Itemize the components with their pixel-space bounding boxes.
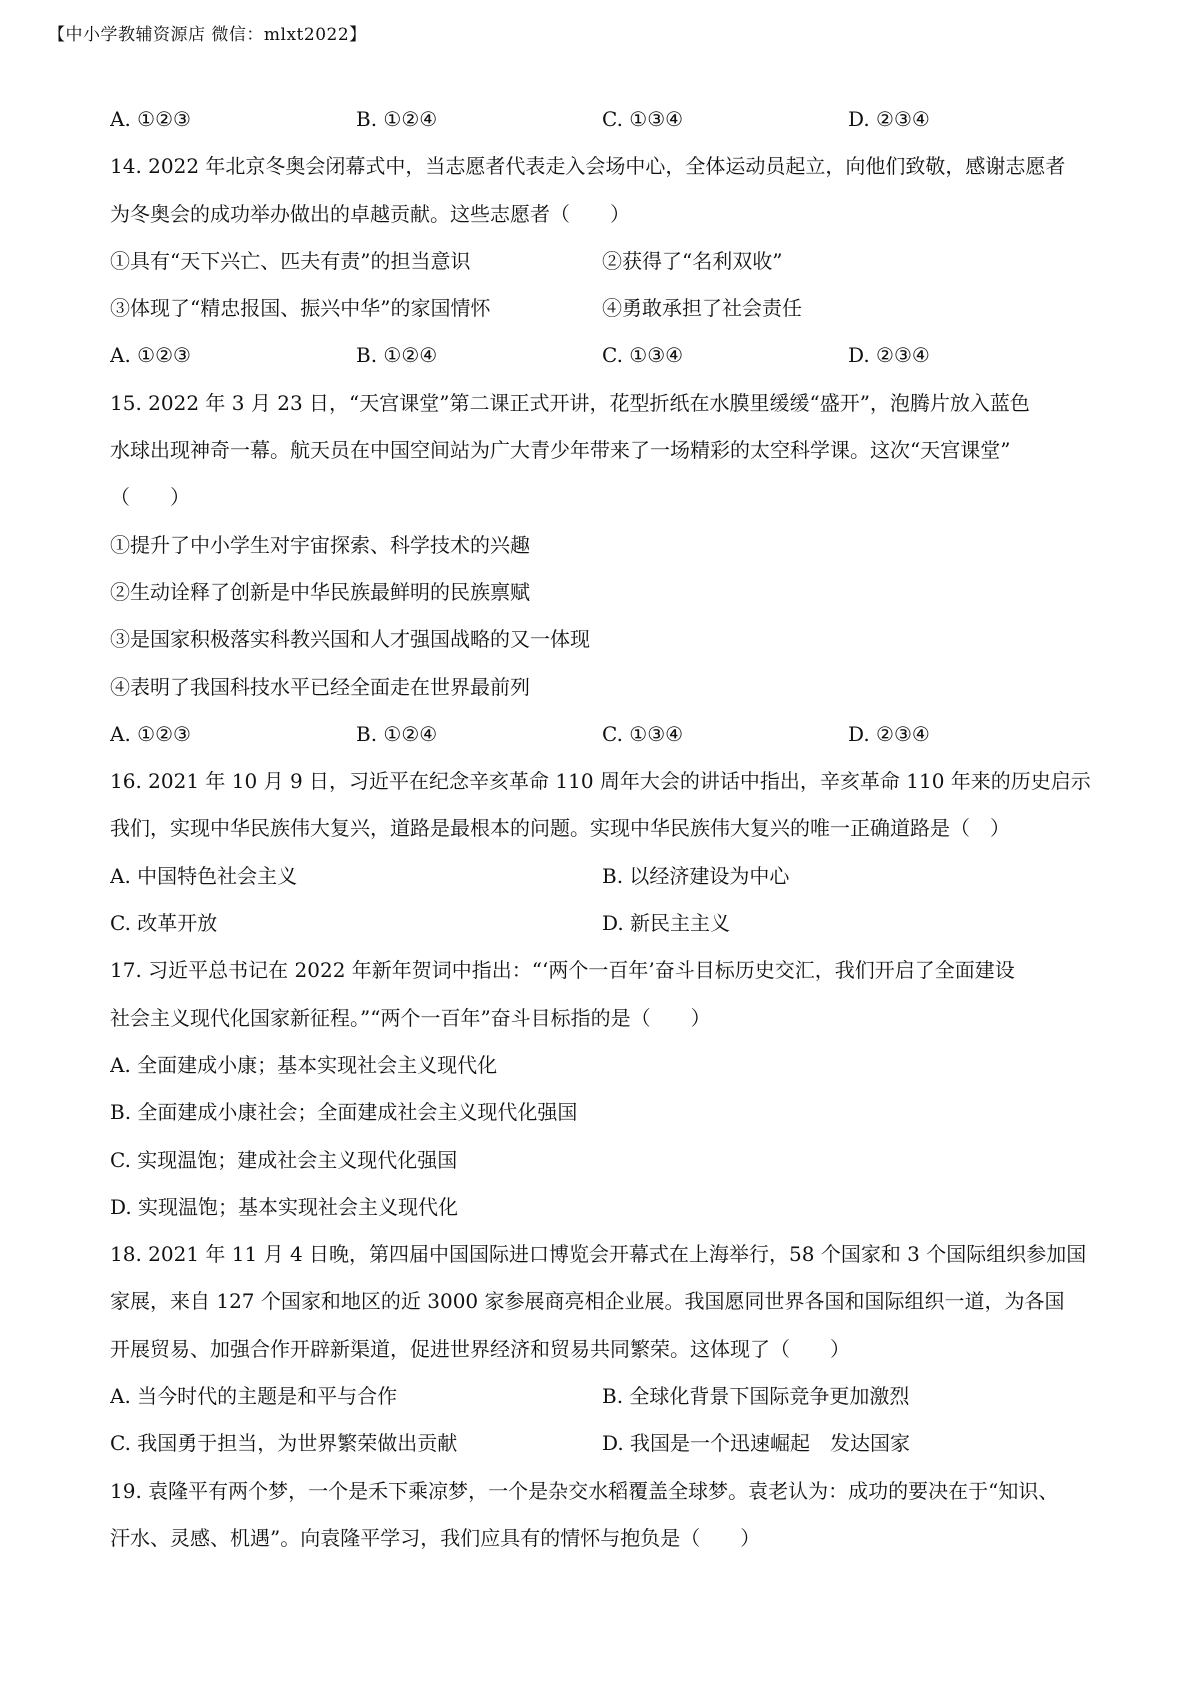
q16-options-row-2: [110, 900, 1106, 947]
q16-options-row-1: [110, 853, 1106, 900]
q15-statement-3: ③是国家积极落实科教兴国和人才强国战略的又一体现: [110, 627, 590, 652]
q15-option-c: C. ①③④: [602, 721, 684, 746]
q14-option-d: D. ②③④: [848, 343, 930, 368]
q14-stem-line-2: 为冬奥会的成功举办做出的卓越贡献。这些志愿者（ ）: [110, 201, 630, 226]
q17-option-d: D. 实现温饱；基本实现社会主义现代化: [110, 1194, 459, 1219]
q16-stem-line-1: 16. 2021 年 10 月 9 日，习近平在纪念辛亥革命 110 周年大会的讲话中指出，辛亥革命 110 年来的历史启示: [110, 769, 1091, 794]
q19-stem-line-2: 汗水、灵感、机遇”。向袁隆平学习，我们应具有的情怀与抱负是（ ）: [110, 1525, 761, 1550]
q14-statement-2: ②获得了“名利双收”: [602, 248, 783, 273]
q14-stem-line-1: 14. 2022 年北京冬奥会闭幕式中，当志愿者代表走入会场中心，全体运动员起立，向他们致敬，感谢志愿者: [110, 154, 1066, 179]
q18-stem-line-2: 家展，来自 127 个国家和地区的近 3000 家参展商亮相企业展。我国愿同世界各国和国际组织一道，为各国: [110, 1289, 1065, 1314]
q18-options-row-2: [110, 1420, 1106, 1467]
q17-option-b: B. 全面建成小康社会；全面建成社会主义现代化强国: [110, 1100, 578, 1125]
q17-option-c: C. 实现温饱；建成社会主义现代化强国: [110, 1147, 458, 1172]
q17-stem-line-2: 社会主义现代化国家新征程。”“两个一百年”奋斗目标指的是（ ）: [110, 1005, 711, 1030]
q16-option-c: C. 改革开放: [110, 911, 218, 936]
q13-option-a: A. ①②③: [110, 107, 191, 131]
q14-statement-4: ④勇敢承担了社会责任: [602, 296, 802, 321]
q14-options: [110, 332, 1106, 379]
q15-options: [110, 711, 1106, 758]
q18-option-b: B. 全球化背景下国际竞争更加激烈: [602, 1384, 910, 1409]
q18-option-c: C. 我国勇于担当，为世界繁荣做出贡献: [110, 1431, 458, 1456]
q15-stem-line-2: 水球出现神奇一幕。航天员在中国空间站为广大青少年带来了一场精彩的太空科学课。这次“天宫课堂”: [110, 438, 1011, 463]
q15-stem-line-1: 15. 2022 年 3 月 23 日，“天宫课堂”第二课正式开讲，花型折纸在水膜里缓缓“盛开”，泡腾片放入蓝色: [110, 390, 1030, 415]
q14-option-b: B. ①②④: [356, 343, 438, 368]
q19-stem-line-1: 19. 袁隆平有两个梦，一个是禾下乘凉梦，一个是杂交水稻覆盖全球梦。袁老认为：成功的要决在于“知识、: [110, 1478, 1059, 1503]
q13-option-c: C. ①③④: [602, 107, 684, 131]
q17-option-a: A. 全面建成小康；基本实现社会主义现代化: [110, 1052, 498, 1077]
q15-option-d: D. ②③④: [848, 721, 930, 746]
q18-options-row-1: [110, 1373, 1106, 1420]
page-header-watermark: 【中小学教辅资源店 微信：mlxt2022】: [48, 25, 367, 45]
q16-option-d: D. 新民主主义: [602, 911, 731, 936]
q16-stem-line-2: 我们，实现中华民族伟大复兴，道路是最根本的问题。实现中华民族伟大复兴的唯一正确道路是（ ）: [110, 816, 1010, 841]
q16-option-b: B. 以经济建设为中心: [602, 863, 790, 888]
q18-option-a: A. 当今时代的主题是和平与合作: [110, 1384, 398, 1409]
q15-option-b: B. ①②④: [356, 721, 438, 746]
q15-statement-1: ①提升了中小学生对宇宙探索、科学技术的兴趣: [110, 532, 530, 557]
q14-statement-row-2: [110, 285, 1106, 332]
q14-statement-1: ①具有“天下兴亡、匹夫有责”的担当意识: [110, 248, 471, 273]
q15-statement-4: ④表明了我国科技水平已经全面走在世界最前列: [110, 674, 530, 699]
q17-stem-line-1: 17. 习近平总书记在 2022 年新年贺词中指出：“‘两个一百年’奋斗目标历史交汇，我们开启了全面建设: [110, 958, 1015, 983]
q14-statement-row-1: [110, 238, 1106, 285]
q14-option-a: A. ①②③: [110, 343, 191, 368]
q14-statement-3: ③体现了“精忠报国、振兴中华”的家国情怀: [110, 296, 491, 321]
q18-stem-line-1: 18. 2021 年 11 月 4 日晚，第四届中国国际进口博览会开幕式在上海举行，58 个国家和 3 个国际组织参加国: [110, 1242, 1087, 1267]
exam-content: [110, 96, 1106, 1562]
q13-option-b: B. ①②④: [356, 107, 438, 131]
q16-option-a: A. 中国特色社会主义: [110, 863, 298, 888]
q18-option-d: D. 我国是一个迅速崛起 发达国家: [602, 1431, 911, 1456]
q18-stem-line-3: 开展贸易、加强合作开辟新渠道，促进世界经济和贸易共同繁荣。这体现了（ ）: [110, 1336, 850, 1361]
q13-options: [110, 96, 1106, 143]
q15-option-a: A. ①②③: [110, 721, 191, 746]
q15-stem-line-3: （ ）: [110, 485, 190, 510]
q15-statement-2: ②生动诠释了创新是中华民族最鲜明的民族禀赋: [110, 579, 530, 604]
q13-option-d: D. ②③④: [848, 107, 930, 131]
q14-option-c: C. ①③④: [602, 343, 684, 368]
